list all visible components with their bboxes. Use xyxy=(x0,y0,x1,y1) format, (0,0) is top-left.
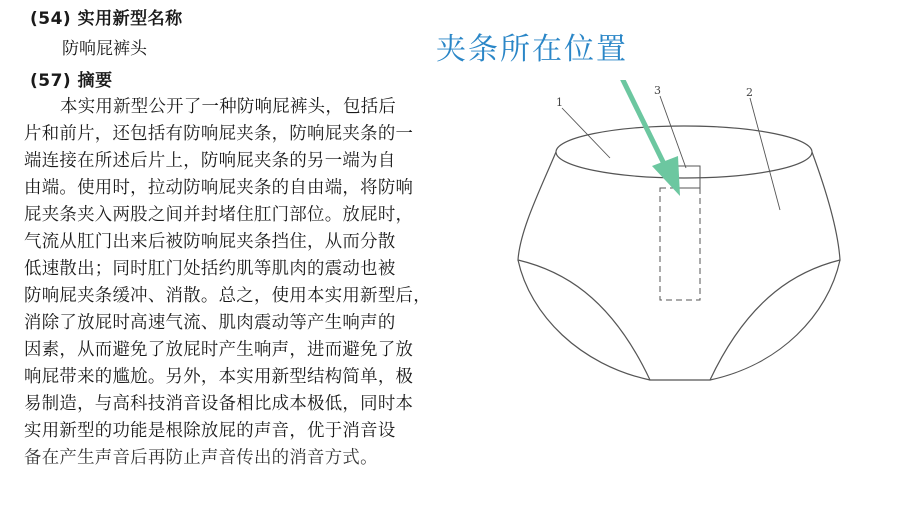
section-54-heading: (54) 实用新型名称 xyxy=(30,9,183,29)
part-label-1: 1 xyxy=(556,96,563,109)
abstract-line: 本实用新型公开了一种防响屁裤头，包括后 xyxy=(60,97,397,117)
left-leg-opening xyxy=(518,260,650,380)
abstract-line: 端连接在所述后片上，防响屁夹条的另一端为自 xyxy=(24,151,396,171)
right-leg-opening xyxy=(710,260,840,380)
clip-strip-dashed xyxy=(660,188,700,300)
utility-model-title: 防响屁裤头 xyxy=(62,39,147,59)
abstract-text xyxy=(24,94,464,472)
abstract-line: 备在产生声音后再防止声音传出的消音方式。 xyxy=(24,448,378,468)
pointer-arrow-icon xyxy=(652,156,680,196)
abstract-line: 屁夹条夹入两股之间并封堵住肛门部位。放屁时， xyxy=(24,205,414,225)
abstract-line: 片和前片，还包括有防响屁夹条，防响屁夹条的一 xyxy=(24,124,414,144)
clip-position-annotation: 夹条所在位置 xyxy=(436,32,628,67)
abstract-line: 低速散出；同时肛门处括约肌等肌肉的震动也被 xyxy=(24,259,396,279)
abstract-line: 消除了放屁时高速气流、肌肉震动等产生响声的 xyxy=(24,313,396,333)
abstract-line: 由端。使用时，拉动防响屁夹条的自由端，将防响 xyxy=(24,178,414,198)
leader-line-1 xyxy=(562,108,610,158)
leader-line-3 xyxy=(660,96,686,168)
abstract-line: 防响屁夹条缓冲、消散。总之，使用本实用新型后， xyxy=(24,286,431,306)
abstract-line: 响屁带来的尴尬。另外，本实用新型结构简单，极 xyxy=(24,367,414,387)
part-label-2: 2 xyxy=(746,86,753,99)
abstract-line: 因素，从而避免了放屁时产生响声，进而避免了放 xyxy=(24,340,414,360)
part-label-3: 3 xyxy=(654,84,661,97)
section-57-heading: (57) 摘要 xyxy=(30,71,113,91)
waistband-outline xyxy=(556,126,812,178)
abstract-line: 易制造，与高科技消音设备相比成本极低，同时本 xyxy=(24,394,414,414)
abstract-line: 气流从肛门出来后被防响屁夹条挡住，从而分散 xyxy=(24,232,396,252)
underwear-diagram xyxy=(500,80,860,400)
abstract-line: 实用新型的功能是根除放屁的声音，优于消音设 xyxy=(24,421,396,441)
leader-line-2 xyxy=(750,98,780,210)
